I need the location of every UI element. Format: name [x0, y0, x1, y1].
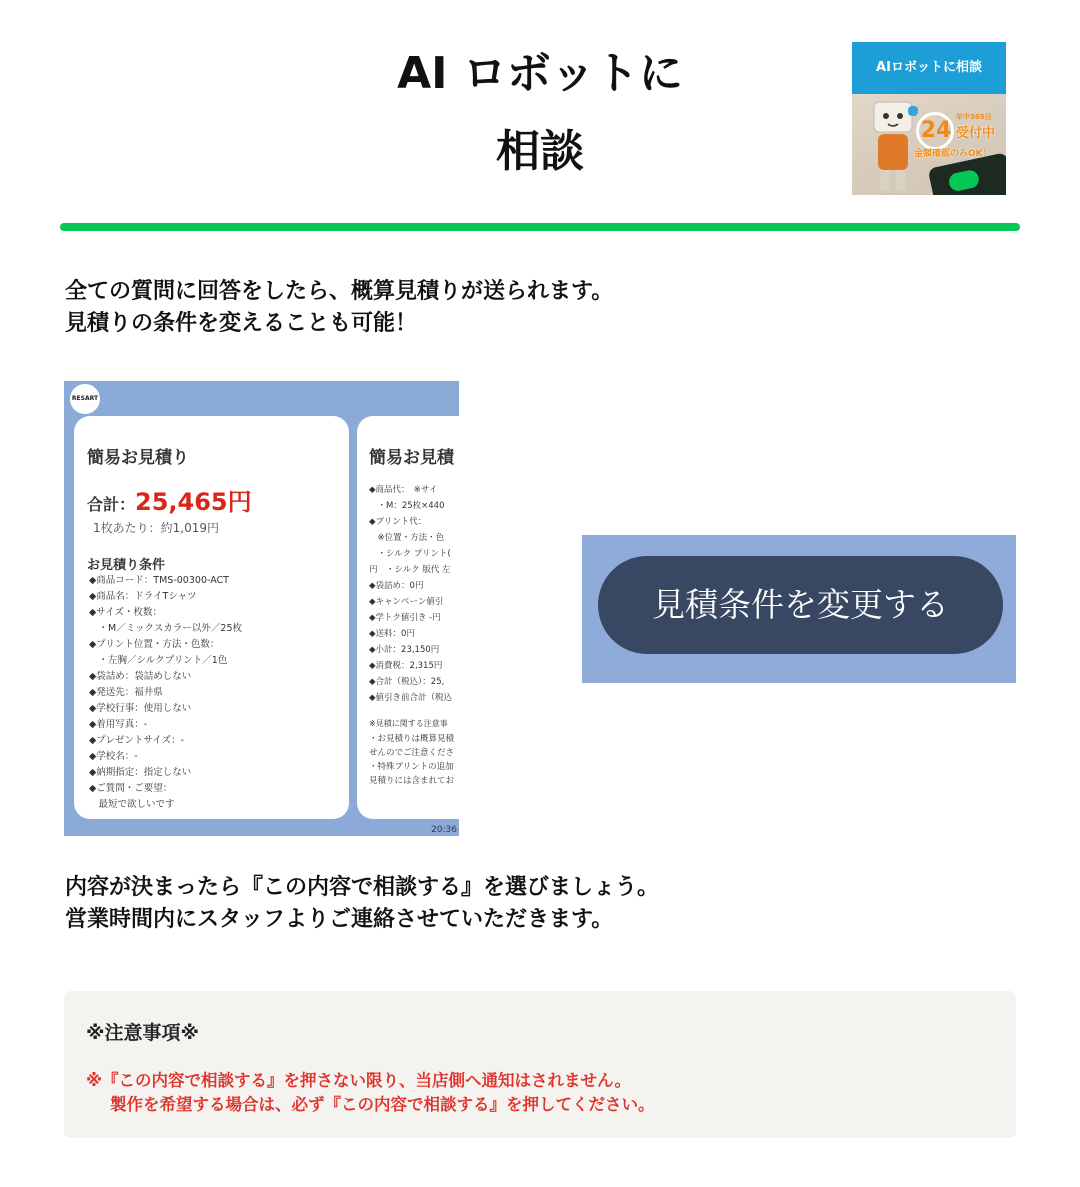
outro-text — [65, 872, 659, 936]
condition-item: ・左胸／シルクプリント／1色 — [89, 655, 228, 666]
condition-item: ◆プリント位置・方法・色数： — [89, 639, 220, 650]
hours-number: 24 — [920, 118, 952, 143]
total-row — [87, 482, 252, 517]
condition-item: ◆発送先：福井県 — [89, 687, 163, 698]
outro-line1: 内容が決まったら『この内容で相談する』を選びましょう。 — [65, 875, 660, 900]
price-item: ◆消費税：2,315円 — [369, 661, 443, 671]
intro-line1: 全ての質問に回答をしたら、概算見積りが送られます。 — [65, 279, 614, 304]
price-item: ※位置・方法・色 — [369, 533, 445, 543]
price-item: ◆小計：23,150円 — [369, 645, 440, 655]
price-item: 円 ・シルク 版代 左 — [369, 565, 451, 575]
banner-accept: 受付中 — [956, 126, 996, 141]
button-screenshot — [582, 535, 1016, 683]
intro-line2: 見積りの条件を変えることも可能！ — [65, 311, 418, 336]
banner-sub: 金額確認のみOK！ — [914, 149, 992, 159]
section-divider — [60, 223, 1020, 231]
page-title-line2: 相談 — [496, 126, 584, 177]
price-item: ・シルク プリント( — [369, 549, 451, 559]
outro-line2: 営業時間内にスタッフよりご連絡させていただきます。 — [65, 907, 614, 932]
shop-logo-text: RESART — [71, 395, 99, 402]
price-item: ・M：25枚×440 — [369, 501, 445, 511]
condition-item: ◆サイズ・枚数： — [89, 607, 163, 618]
condition-item: ◆プレゼントサイズ：- — [89, 735, 185, 746]
price-item: ◆値引き前合計（税込 — [369, 693, 453, 703]
page-title-line1: AI ロボットに — [397, 48, 683, 99]
notice-line2: 製作を希望する場合は、必ず『この内容で相談する』を押してください。 — [110, 1095, 655, 1114]
message-time: 20:36 — [431, 825, 457, 835]
condition-item: ◆学校名：- — [89, 751, 138, 762]
notice-box — [64, 991, 1016, 1138]
condition-item: ◆ご質問・ご要望： — [89, 783, 173, 794]
conditions-title: お見積り条件 — [87, 558, 166, 573]
price-item: ◆袋詰め：0円 — [369, 581, 424, 591]
card2-note-title: ※見積に関する注意事 — [369, 719, 448, 728]
chat-screenshot — [64, 381, 459, 836]
red-note-item: 見積りには含まれてお — [369, 776, 455, 786]
condition-item: ◆着用写真：- — [89, 719, 148, 730]
red-note-item: ・特殊プリントの追加 — [369, 762, 454, 772]
notice-title: ※注意事項※ — [86, 1022, 199, 1044]
price-item: ◆商品代： ※サイ — [369, 485, 438, 495]
price-item: ◆キャンペーン値引 — [369, 597, 444, 607]
per-item-price: 1枚あたり：約1,019円 — [93, 521, 219, 535]
price-breakdown-list — [369, 482, 452, 706]
banner-yearround: 年中365日 — [956, 113, 992, 121]
condition-item: ・M／ミックスカラー以外／25枚 — [89, 623, 243, 634]
price-item: ◆合計（税込）：25, — [369, 677, 445, 687]
card-title: 簡易お見積り — [87, 448, 189, 468]
conditions-list — [89, 573, 242, 813]
intro-text — [65, 276, 613, 340]
price-item: ◆送料：0円 — [369, 629, 415, 639]
condition-item: ◆商品コード：TMS-00300-ACT — [89, 575, 229, 586]
total-label: 合計： — [87, 495, 136, 514]
change-conditions-button[interactable]: 見積条件を変更する — [598, 556, 1003, 654]
condition-item: ◆学校行事：使用しない — [89, 703, 192, 714]
condition-item: ◆袋詰め：袋詰めしない — [89, 671, 192, 682]
ai-robot-banner[interactable] — [852, 42, 1006, 195]
condition-item: ◆納期指定：指定しない — [89, 767, 192, 778]
card2-title: 簡易お見積 — [369, 448, 454, 468]
condition-item: 最短で欲しいです — [89, 799, 175, 810]
card2-red-notes — [369, 732, 454, 788]
condition-item: ◆商品名：ドライTシャツ — [89, 591, 197, 602]
price-item: ◆学トク値引き -円 — [369, 613, 441, 623]
estimate-card-2[interactable] — [357, 416, 459, 819]
red-note-item: ・お見積りは概算見積 — [369, 734, 455, 744]
estimate-card-1[interactable] — [74, 416, 349, 819]
shop-logo — [70, 384, 100, 414]
banner-heading: AIロボットに相談 — [852, 42, 1006, 94]
total-value: 25,465円 — [135, 488, 252, 516]
red-note-item: せんのでご注意くださ — [369, 748, 455, 758]
price-item: ◆プリント代： — [369, 517, 427, 527]
notice-line1: ※『この内容で相談する』を押さない限り、当店側へ通知はされません。 — [86, 1071, 632, 1090]
